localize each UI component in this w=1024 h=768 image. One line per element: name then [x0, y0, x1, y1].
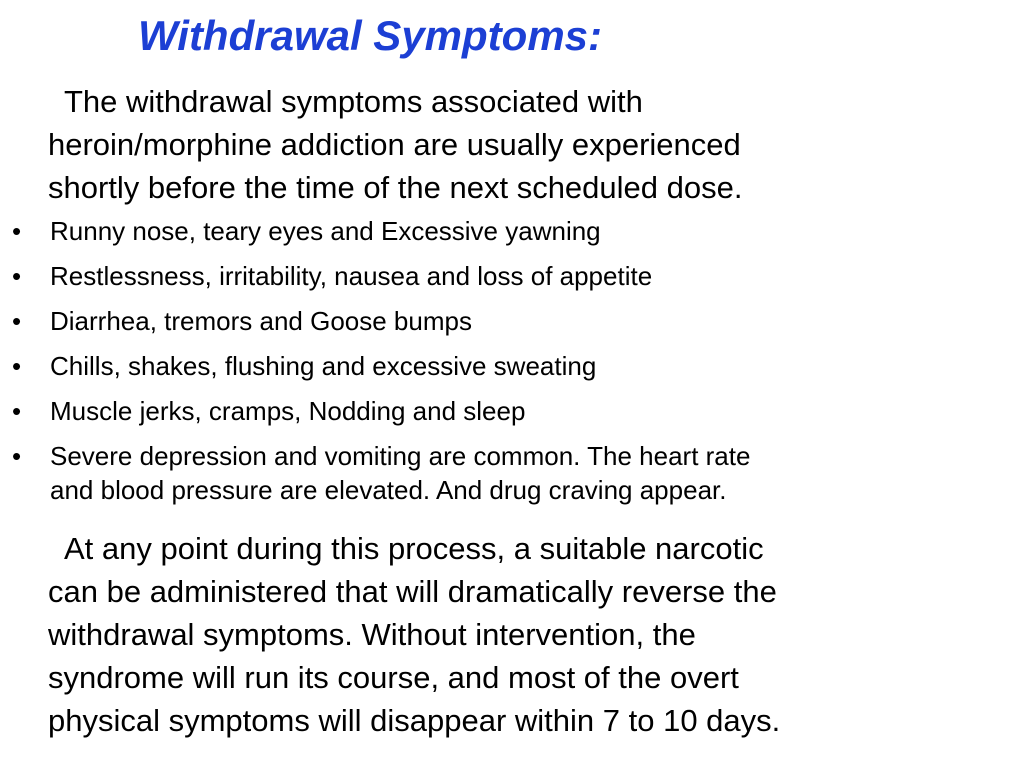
- bullet-icon: •: [12, 441, 22, 471]
- bullet-text: Restlessness, irritability, nausea and loss of appetite: [50, 261, 653, 291]
- bullet-icon: •: [12, 261, 22, 291]
- symptom-list: [0, 214, 750, 507]
- bullet-text: Severe depression and vomiting are common. The heart rate: [50, 441, 751, 471]
- outro-line: physical symptoms will disappear within 7 to 10 days.: [48, 703, 781, 738]
- intro-line: shortly before the time of the next scheduled dose.: [48, 170, 743, 205]
- symptom-bullet: [0, 259, 750, 293]
- bullet-icon: •: [12, 396, 22, 426]
- symptom-bullet: [0, 394, 750, 428]
- bullet-text: Chills, shakes, flushing and excessive sweating: [50, 351, 597, 381]
- bullet-icon: •: [12, 216, 22, 246]
- bullet-text: Diarrhea, tremors and Goose bumps: [50, 306, 472, 336]
- bullet-icon: •: [12, 351, 22, 381]
- bullet-text: and blood pressure are elevated. And drug craving appear.: [50, 475, 727, 505]
- outro-line: syndrome will run its course, and most of the overt: [48, 660, 739, 695]
- bullet-text: Runny nose, teary eyes and Excessive yawning: [50, 216, 601, 246]
- outro-line: withdrawal symptoms. Without intervention, the: [48, 617, 696, 652]
- bullet-text: Muscle jerks, cramps, Nodding and sleep: [50, 396, 526, 426]
- intro-line: The withdrawal symptoms associated with: [64, 84, 643, 119]
- outro-line: At any point during this process, a suitable narcotic: [64, 531, 764, 566]
- bullet-icon: •: [12, 306, 22, 336]
- symptom-bullet: [0, 214, 750, 248]
- intro-line: heroin/morphine addiction are usually experienced: [48, 127, 741, 162]
- symptom-bullet: [0, 439, 750, 507]
- symptom-bullet: [0, 304, 750, 338]
- slide-title: Withdrawal Symptoms:: [138, 12, 603, 59]
- symptom-bullet: [0, 349, 750, 383]
- intro-paragraph: [48, 80, 742, 209]
- outro-paragraph: [48, 527, 780, 742]
- outro-line: can be administered that will dramatically reverse the: [48, 574, 777, 609]
